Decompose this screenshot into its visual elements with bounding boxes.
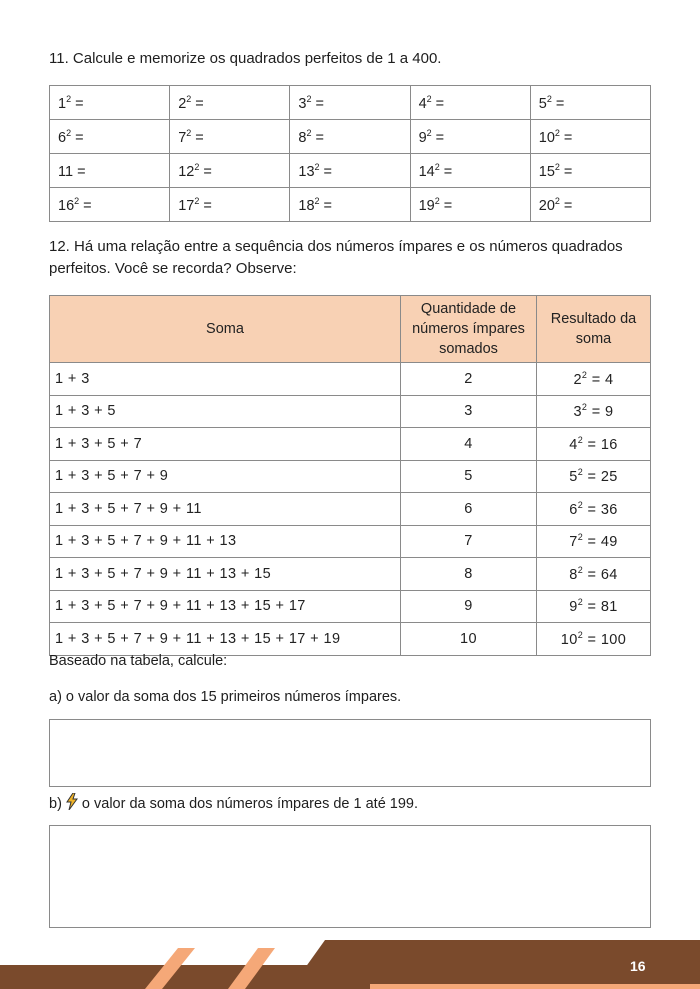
result-exponent: 2 bbox=[577, 597, 584, 608]
sum-cell: 1 + 3 + 5 + 7 + 9 + 11 + 13 + 15 bbox=[50, 558, 401, 591]
square-base: 7 bbox=[178, 129, 187, 146]
square-cell: $18^2$ = bbox=[290, 188, 410, 222]
result-exponent: 2 bbox=[577, 629, 584, 640]
sum-cell: 1 + 3 + 5 + 7 + 9 + 11 + 13 bbox=[50, 525, 401, 558]
square-base: 17 bbox=[178, 197, 195, 214]
square-cell: $12^2$ = bbox=[170, 154, 290, 188]
square-cell: $5^2$ = bbox=[530, 86, 650, 120]
square-base: 6 bbox=[58, 129, 67, 146]
square-cell: $1^2$ = bbox=[50, 86, 170, 120]
square-base: 4 bbox=[418, 95, 427, 112]
square-exponent: 2 bbox=[194, 195, 200, 206]
square-cell: $4^2$ = bbox=[410, 86, 530, 120]
square-cell: $10^2$ = bbox=[530, 120, 650, 154]
result-cell bbox=[537, 590, 651, 623]
table-row bbox=[50, 395, 651, 428]
square-exponent: 2 bbox=[194, 161, 200, 172]
square-base: 19 bbox=[418, 197, 435, 214]
square-base: 14 bbox=[418, 163, 435, 180]
result-cell bbox=[537, 493, 651, 526]
result-exponent: 2 bbox=[577, 467, 584, 478]
square-cell: $8^2$ = bbox=[290, 120, 410, 154]
count-cell: 10 bbox=[401, 623, 537, 656]
square-base: 5 bbox=[538, 95, 547, 112]
square-exponent: 2 bbox=[186, 127, 192, 138]
question-b-label: b) bbox=[49, 795, 62, 812]
question-a: a) o valor da soma dos 15 primeiros números ímpares. bbox=[49, 689, 402, 705]
table-header-row bbox=[50, 296, 651, 363]
table-row bbox=[50, 428, 651, 461]
result-value: = 49 bbox=[583, 534, 618, 551]
result-cell bbox=[537, 623, 651, 656]
square-exponent: 2 bbox=[554, 127, 560, 138]
result-cell bbox=[537, 363, 651, 396]
square-exponent: 2 bbox=[554, 161, 560, 172]
result-cell bbox=[537, 428, 651, 461]
square-exponent: 2 bbox=[66, 93, 72, 104]
table-row bbox=[50, 558, 651, 591]
question-11: 11. Calcule e memorize os quadrados perfeitos de 1 a 400. bbox=[49, 50, 442, 67]
square-base: 11 bbox=[58, 163, 74, 180]
result-value: = 16 bbox=[583, 436, 618, 453]
squares-row bbox=[50, 188, 651, 222]
sum-cell: 1 + 3 + 5 + 7 + 9 + 11 bbox=[50, 493, 401, 526]
result-value: = 81 bbox=[583, 599, 618, 616]
count-cell: 7 bbox=[401, 525, 537, 558]
result-value: = 25 bbox=[583, 469, 618, 486]
result-cell bbox=[537, 395, 651, 428]
count-cell: 3 bbox=[401, 395, 537, 428]
square-cell: $6^2$ = bbox=[50, 120, 170, 154]
table-row bbox=[50, 525, 651, 558]
square-base: 15 bbox=[538, 163, 555, 180]
sum-cell: 1 + 3 + 5 + 7 + 9 + 11 + 13 + 15 + 17 bbox=[50, 590, 401, 623]
result-value: = 9 bbox=[587, 404, 614, 421]
square-base: 20 bbox=[538, 197, 555, 214]
square-exponent: 2 bbox=[314, 161, 320, 172]
square-base: 3 bbox=[298, 95, 307, 112]
result-exponent: 2 bbox=[577, 564, 584, 575]
result-base: 4 bbox=[569, 436, 578, 453]
footer-decoration bbox=[0, 940, 700, 989]
square-base: 12 bbox=[178, 163, 195, 180]
instruction-text: Baseado na tabela, calcule: bbox=[49, 653, 228, 669]
square-exponent: 2 bbox=[66, 127, 72, 138]
header-soma: Soma bbox=[50, 296, 401, 363]
square-exponent: 2 bbox=[426, 127, 432, 138]
square-exponent: 2 bbox=[74, 195, 80, 206]
result-base: 10 bbox=[560, 631, 578, 648]
result-base: 9 bbox=[569, 599, 578, 616]
square-base: 16 bbox=[58, 197, 75, 214]
result-value: = 4 bbox=[587, 371, 614, 388]
result-cell bbox=[537, 525, 651, 558]
count-cell: 6 bbox=[401, 493, 537, 526]
result-base: 2 bbox=[573, 371, 582, 388]
square-exponent: 2 bbox=[426, 93, 432, 104]
odd-sum-table bbox=[49, 295, 651, 656]
answer-box-b[interactable] bbox=[49, 825, 651, 928]
result-base: 3 bbox=[573, 404, 582, 421]
square-exponent: 2 bbox=[306, 127, 312, 138]
result-cell bbox=[537, 558, 651, 591]
square-base: 13 bbox=[298, 163, 315, 180]
question-b-text: o valor da soma dos números ímpares de 1 até 199. bbox=[81, 795, 419, 812]
result-exponent: 2 bbox=[577, 532, 584, 543]
square-cell: $17^2$ = bbox=[170, 188, 290, 222]
header-resultado: Resultado da soma bbox=[537, 296, 651, 363]
question-b bbox=[49, 793, 418, 814]
square-base: 1 bbox=[58, 95, 67, 112]
square-base: 2 bbox=[178, 95, 187, 112]
result-base: 5 bbox=[569, 469, 578, 486]
sum-cell: 1 + 3 + 5 + 7 + 9 bbox=[50, 460, 401, 493]
table-row bbox=[50, 623, 651, 656]
square-exponent: 2 bbox=[186, 93, 192, 104]
square-exponent: 2 bbox=[554, 195, 560, 206]
result-exponent: 2 bbox=[581, 369, 588, 380]
sum-cell: 1 + 3 + 5 + 7 bbox=[50, 428, 401, 461]
count-cell: 2 bbox=[401, 363, 537, 396]
result-value: = 64 bbox=[583, 566, 618, 583]
square-base: 18 bbox=[298, 197, 315, 214]
count-cell: 8 bbox=[401, 558, 537, 591]
result-base: 8 bbox=[569, 566, 578, 583]
table-row bbox=[50, 493, 651, 526]
square-exponent: 2 bbox=[546, 93, 552, 104]
square-cell: $20^2$ = bbox=[530, 188, 650, 222]
table-row bbox=[50, 590, 651, 623]
square-cell: $3^2$ = bbox=[290, 86, 410, 120]
page-number: 16 bbox=[630, 958, 646, 974]
result-value: = 36 bbox=[583, 501, 618, 518]
answer-box-a[interactable] bbox=[49, 719, 651, 787]
header-quantidade: Quantidade de números ímpares somados bbox=[401, 296, 537, 363]
result-cell bbox=[537, 460, 651, 493]
square-exponent: 2 bbox=[434, 161, 440, 172]
square-cell: $16^2$ = bbox=[50, 188, 170, 222]
count-cell: 4 bbox=[401, 428, 537, 461]
result-exponent: 2 bbox=[581, 402, 588, 413]
square-base: 9 bbox=[418, 129, 427, 146]
square-cell: $9^2$ = bbox=[410, 120, 530, 154]
sum-cell: 1 + 3 + 5 + 7 + 9 + 11 + 13 + 15 + 17 + 19 bbox=[50, 623, 401, 656]
result-base: 7 bbox=[569, 534, 578, 551]
square-exponent: 2 bbox=[434, 195, 440, 206]
lightning-icon bbox=[66, 793, 78, 814]
table-row bbox=[50, 363, 651, 396]
square-base: 10 bbox=[538, 129, 555, 146]
square-cell: $15^2$ = bbox=[530, 154, 650, 188]
result-base: 6 bbox=[569, 501, 578, 518]
sum-cell: 1 + 3 + 5 bbox=[50, 395, 401, 428]
squares-row bbox=[50, 120, 651, 154]
squares-row bbox=[50, 154, 651, 188]
result-exponent: 2 bbox=[577, 499, 584, 510]
table-row bbox=[50, 460, 651, 493]
square-exponent: 2 bbox=[306, 93, 312, 104]
sum-cell: 1 + 3 bbox=[50, 363, 401, 396]
count-cell: 5 bbox=[401, 460, 537, 493]
square-exponent: 2 bbox=[314, 195, 320, 206]
square-cell: $7^2$ = bbox=[170, 120, 290, 154]
count-cell: 9 bbox=[401, 590, 537, 623]
square-cell: $14^2$ = bbox=[410, 154, 530, 188]
question-12: 12. Há uma relação entre a sequência dos números ímpares e os números quadrados perfeitos. Você se recorda? Observe: bbox=[49, 238, 623, 277]
square-cell: 11 = bbox=[50, 154, 170, 188]
result-exponent: 2 bbox=[577, 434, 584, 445]
square-cell: $13^2$ = bbox=[290, 154, 410, 188]
squares-table bbox=[49, 85, 651, 222]
square-base: 8 bbox=[298, 129, 307, 146]
squares-row bbox=[50, 86, 651, 120]
square-cell: $2^2$ = bbox=[170, 86, 290, 120]
result-value: = 100 bbox=[583, 631, 627, 648]
square-cell: $19^2$ = bbox=[410, 188, 530, 222]
